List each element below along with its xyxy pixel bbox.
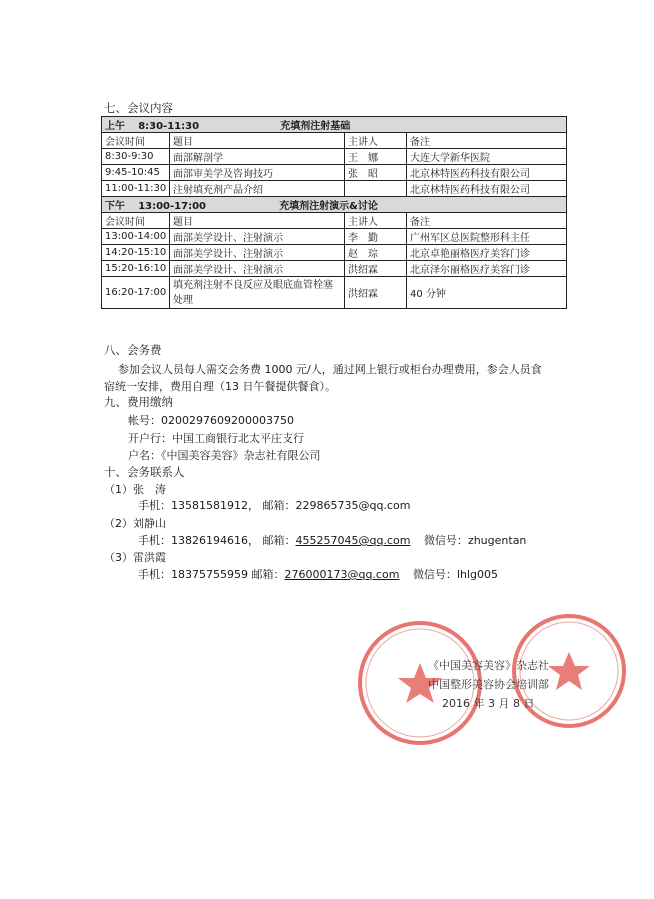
bank-value: 中国工商银行北太平庄支行 [172,432,304,445]
agenda-row [102,245,567,261]
row-speaker: 洪绍霖 [345,261,407,277]
contact-index: （2） [104,517,133,530]
contact-2-details: 手机：13826194616， 邮箱：455257045@qq.com 微信号：zhugentan [138,534,527,547]
row-time: 13:00-14:00 [102,229,170,245]
row-topic: 面部解剖学 [170,149,345,165]
section-payment-title: 九、费用缴纳 [104,395,173,409]
morning-label: 上午 [105,121,125,132]
bank-line [128,430,304,446]
contact-index: （1） [104,483,133,496]
morning-time: 8:30-11:30 [138,121,200,132]
account-line [128,412,294,428]
wechat-label: 微信号： [423,534,468,547]
agenda-afternoon-header [102,213,567,229]
signature-line1: 《中国美容美容》杂志社 [428,659,549,672]
row-topic: 面部美学设计、注射演示 [170,261,345,277]
signature-date: 2016 年 3 月 8 日 [442,697,535,710]
row-time: 15:20-16:10 [102,261,170,277]
row-time: 16:20-17:00 [102,277,170,309]
row-speaker: 张 昭 [345,165,407,181]
contact-phone: 13581581912 [171,499,248,512]
row-speaker: 李 勤 [345,229,407,245]
agenda-row [102,165,567,181]
row-topic: 填充剂注射不良反应及眼底血管栓塞处理 [170,277,345,309]
fee-text-line2: 宿统一安排，费用自理（13 日午餐提供餐食）。 [104,380,336,393]
section-meeting-content-title: 七、会议内容 [104,101,173,115]
header-speaker: 主讲人 [345,213,407,229]
fee-text-line1: 参加会议人员每人需交会务费 1000 元/人，通过网上银行或柜台办理费用，参会人员食 [118,363,542,376]
row-topic: 面部审美学及咨询技巧 [170,165,345,181]
row-topic: 注射填充剂产品介绍 [170,181,345,197]
phone-label: 手机： [138,568,171,581]
row-topic: 面部美学设计、注射演示 [170,245,345,261]
header-speaker: 主讲人 [345,133,407,149]
contact-email[interactable]: 455257045@qq.com [295,534,411,547]
wechat-label: 微信号： [412,568,457,581]
holder-value: 《中国美容美容》杂志社有限公司 [161,449,321,462]
row-time: 14:20-15:10 [102,245,170,261]
email-label: 邮箱： [262,499,296,512]
agenda-row [102,277,567,309]
holder-label: 户名： [128,449,161,462]
header-note: 备注 [407,133,567,149]
contact-email[interactable]: 229865735@qq.com [295,499,411,512]
row-time: 9:45-10:45 [102,165,170,181]
bank-label: 开户行： [128,432,172,445]
row-time: 11:00-11:30 [102,181,170,197]
header-time: 会议时间 [102,213,170,229]
contact-2-name-line [104,515,166,531]
agenda-row [102,229,567,245]
header-note: 备注 [407,213,567,229]
email-label: 邮箱： [251,568,285,581]
row-note: 北京泽尔丽格医疗美容门诊 [407,261,567,277]
contact-name: 张 涛 [133,483,166,496]
row-note: 大连大学新华医院 [407,149,567,165]
afternoon-time: 13:00-17:00 [138,201,206,212]
row-note: 北京卓艳丽格医疗美容门诊 [407,245,567,261]
section-fee-title: 八、会务费 [104,343,162,357]
row-note: 北京林特医药科技有限公司 [407,165,567,181]
contact-3-details [138,566,498,582]
row-speaker [345,181,407,197]
contact-phone: 13826194616 [171,534,248,547]
account-label: 帐号： [128,414,161,427]
contact-index: （3） [104,551,133,564]
contact-wechat: zhugentan [467,534,527,547]
agenda-morning-band [102,117,567,133]
row-time: 8:30-9:30 [102,149,170,165]
row-speaker: 赵 琮 [345,245,407,261]
contact-1-name-line [104,481,166,497]
agenda-morning-header [102,133,567,149]
contact-name: 雷洪霞 [133,551,166,564]
afternoon-title: 充填剂注射演示&讨论 [279,201,378,212]
row-note: 40 分钟 [407,277,567,309]
phone-label: 手机： [138,534,171,547]
header-time: 会议时间 [102,133,170,149]
contact-email[interactable]: 276000173@qq.com [284,568,400,581]
phone-label: 手机： [138,499,171,512]
contact-wechat: lhlg005 [456,568,498,581]
morning-title: 充填剂注射基础 [280,121,351,132]
account-value: 0200297609200003750 [161,414,294,427]
agenda-row [102,261,567,277]
header-topic: 题目 [170,213,345,229]
row-topic: 面部美学设计、注射演示 [170,229,345,245]
row-speaker: 王 娜 [345,149,407,165]
row-note: 广州军区总医院整形科主任 [407,229,567,245]
header-topic: 题目 [170,133,345,149]
contact-1-details: 手机：13581581912， 邮箱：229865735@qq.com [138,499,411,512]
agenda-table-body [102,117,567,309]
row-note: 北京林特医药科技有限公司 [407,181,567,197]
agenda-row [102,181,567,197]
row-speaker: 洪绍霖 [345,277,407,309]
agenda-table [101,116,567,309]
afternoon-label: 下午 [105,201,125,212]
agenda-row [102,149,567,165]
section-contacts-title: 十、会务联系人 [104,465,185,479]
contact-name: 刘静山 [133,517,166,530]
contact-phone: 18375755959 [171,568,248,581]
contact-3-name-line [104,549,166,565]
signature-block [428,656,549,713]
email-label: 邮箱： [262,534,296,547]
signature-line2: 中国整形美容协会培训部 [428,678,549,691]
holder-line [128,447,321,463]
agenda-afternoon-band [102,197,567,213]
